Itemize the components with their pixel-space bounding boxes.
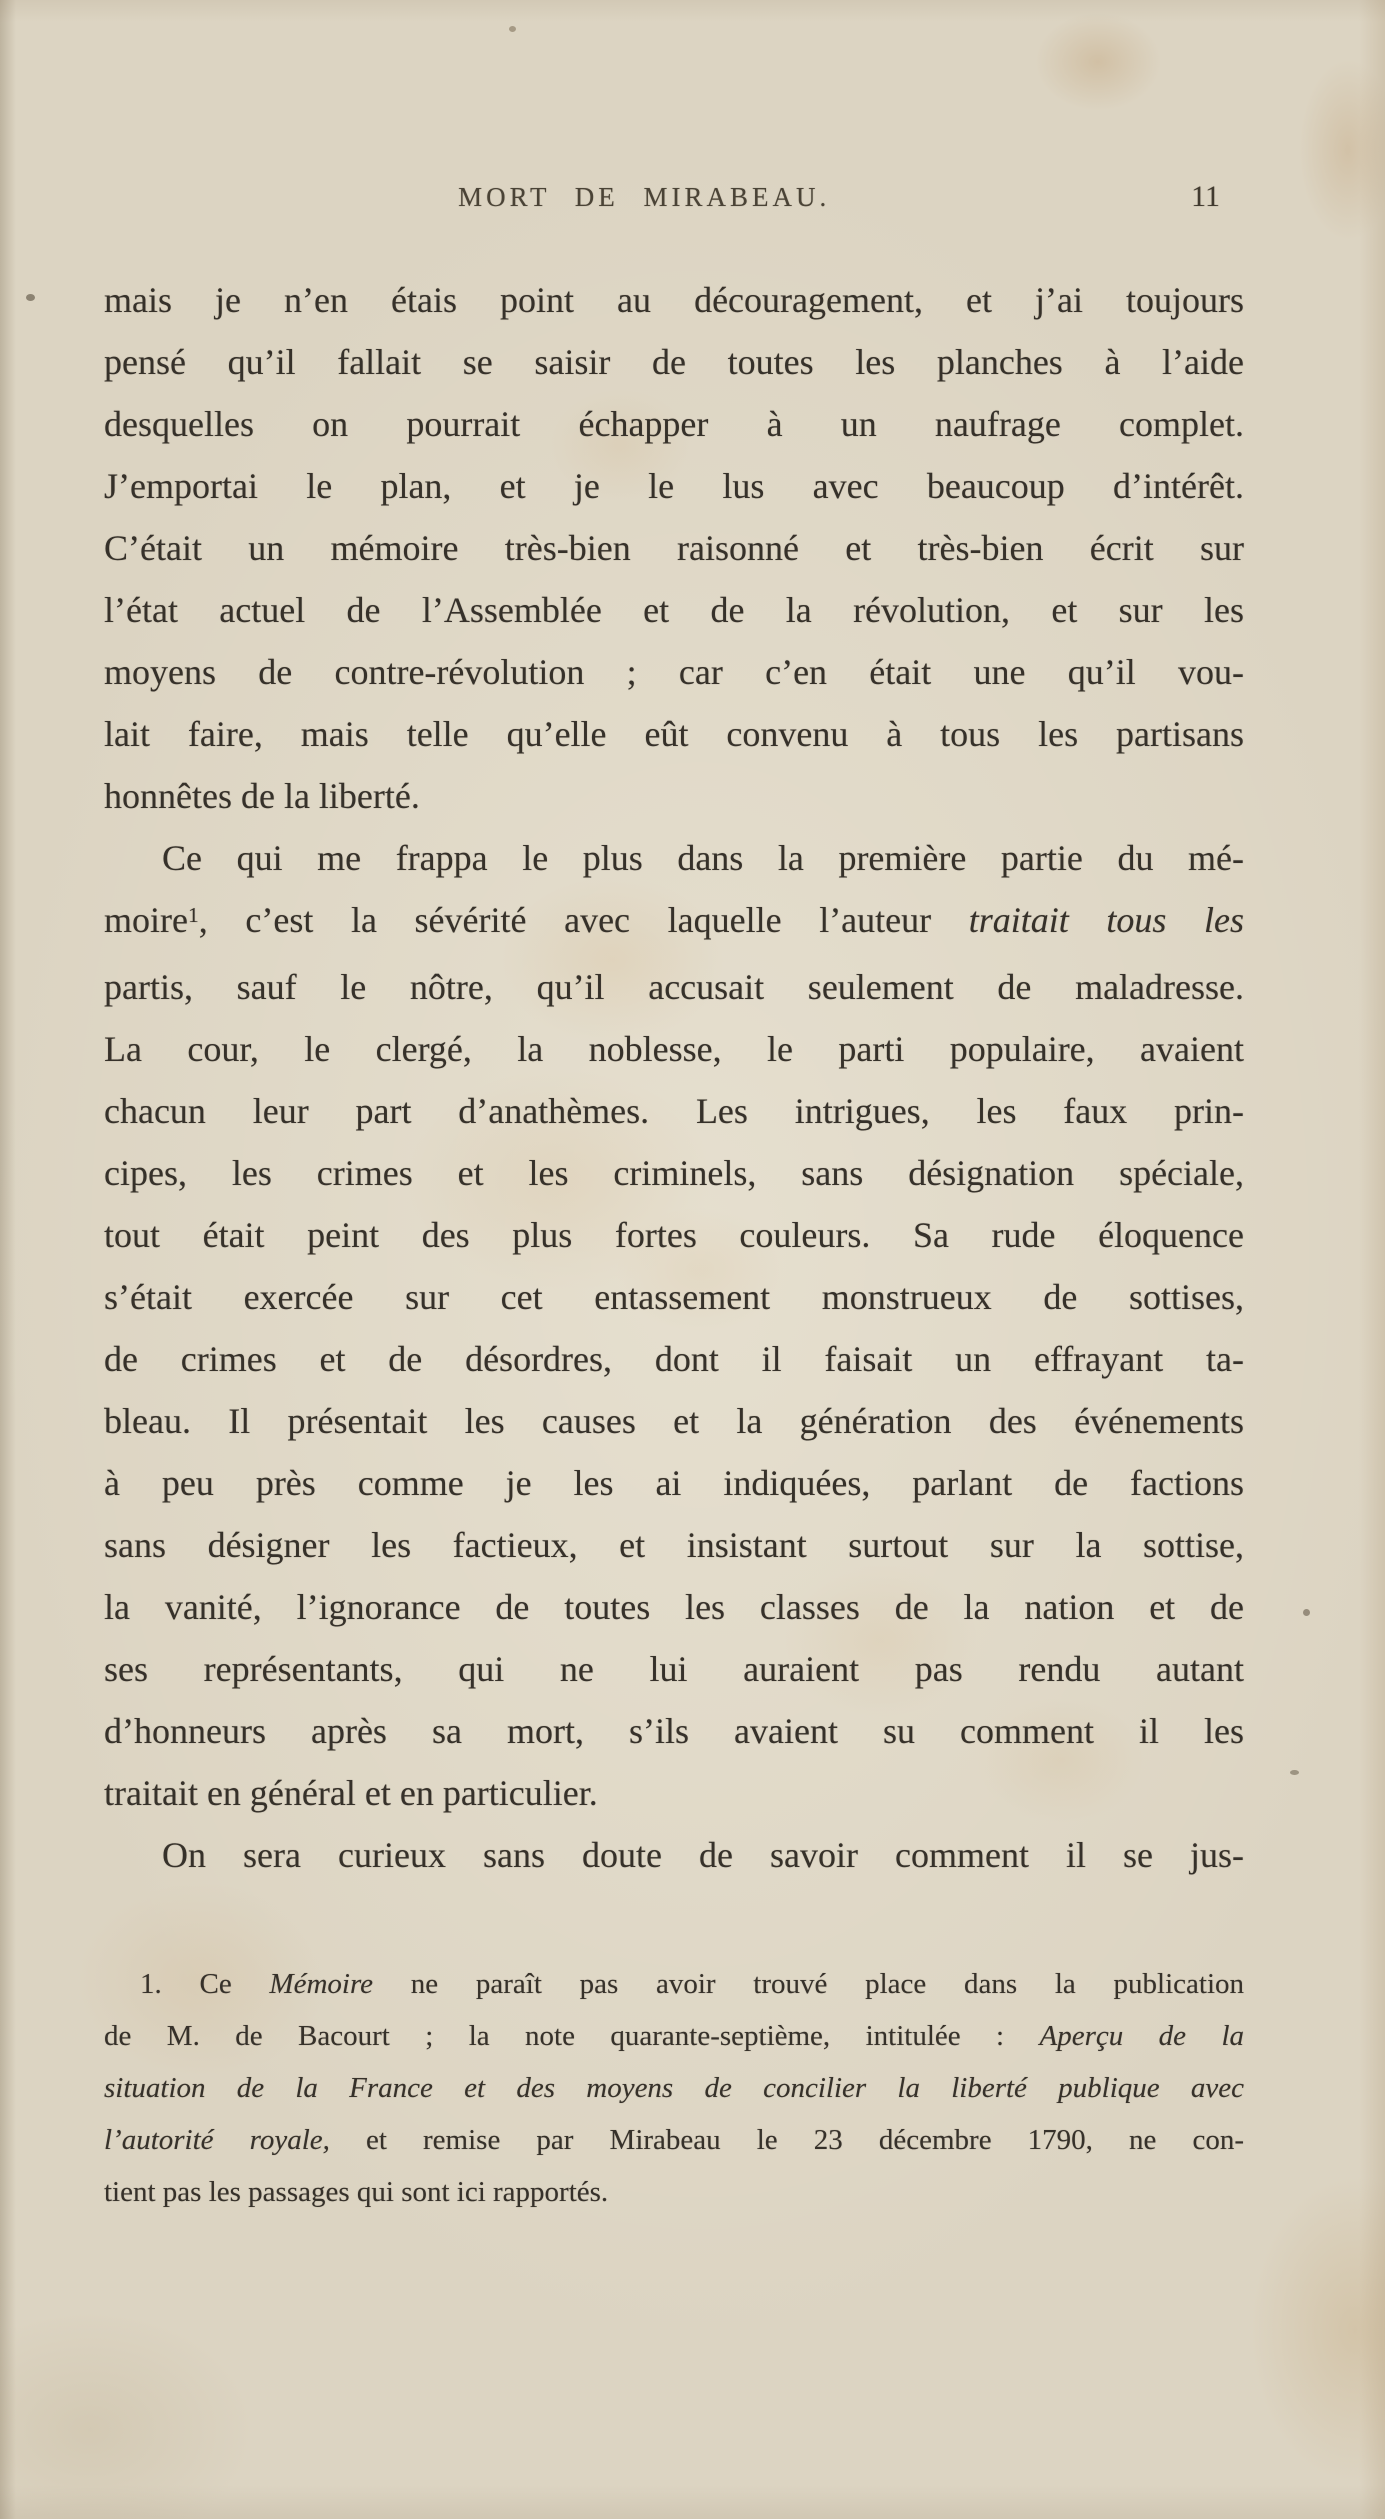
text-line [104, 331, 1244, 393]
text-segment: tout était peint des plus fortes couleurs. Sa rude éloquence [104, 1215, 1244, 1255]
text-segment: ses représentants, qui ne lui auraient pas rendu autant [104, 1649, 1244, 1689]
text-segment: partis, sauf le nôtre, qu’il accusait seulement de maladresse. [104, 967, 1244, 1007]
text-segment: situation de la France et des moyens de concilier la liberté publique avec [104, 2072, 1244, 2104]
text-line [104, 1958, 1244, 2010]
text-segment: mais je n’en étais point au découragement, et j’ai toujours [104, 280, 1244, 320]
text-segment: La cour, le clergé, la noblesse, le parti populaire, avaient [104, 1029, 1244, 1069]
text-segment: moire [104, 900, 188, 940]
text-line [104, 889, 1244, 956]
text-line [104, 703, 1244, 765]
text-segment: d’honneurs après sa mort, s’ils avaient su comment il les [104, 1711, 1244, 1751]
text-segment: pensé qu’il fallait se saisir de toutes les planches à l’aide [104, 342, 1244, 382]
text-segment: , c’est la sévérité avec laquelle l’auteur [198, 900, 969, 940]
text-segment: lait faire, mais telle qu’elle eût convenu à tous les partisans [104, 714, 1244, 754]
text-line [104, 269, 1244, 331]
text-line [104, 1204, 1244, 1266]
ink-speck [1290, 1770, 1299, 1775]
text-line [104, 827, 1244, 889]
body-text [104, 269, 1244, 1886]
text-line [104, 1638, 1244, 1700]
text-line [104, 1762, 1244, 1824]
text-line [104, 1514, 1244, 1576]
text-line [104, 1824, 1244, 1886]
text-line [104, 2062, 1244, 2114]
ink-speck [26, 294, 35, 301]
text-line [104, 765, 1244, 827]
text-segment: C’était un mémoire très-bien raisonné et très-bien écrit sur [104, 528, 1244, 568]
text-segment: traitait tous les [968, 900, 1244, 940]
text-segment: de M. de Bacourt ; la note quarante-septième, intitulée : [104, 2020, 1040, 2052]
footnote [104, 1958, 1244, 2218]
text-line [104, 579, 1244, 641]
text-segment: l’état actuel de l’Assemblée et de la révolution, et sur les [104, 590, 1244, 630]
text-line [104, 2166, 1244, 2218]
text-line [104, 455, 1244, 517]
text-segment: Ce qui me frappa le plus dans la première partie du mé- [162, 838, 1244, 878]
text-segment: traitait en général et en particulier. [104, 1773, 598, 1813]
text-segment: à peu près comme je les ai indiquées, parlant de factions [104, 1463, 1244, 1503]
text-line [104, 2114, 1244, 2166]
text-line [104, 393, 1244, 455]
text-line [104, 1142, 1244, 1204]
text-line [104, 1018, 1244, 1080]
text-line [104, 1328, 1244, 1390]
ink-speck [1303, 1609, 1310, 1616]
ink-speck [509, 26, 516, 32]
text-segment: honnêtes de la liberté. [104, 776, 420, 816]
text-line [104, 1452, 1244, 1514]
page-number: 11 [1191, 180, 1220, 213]
text-segment: Mémoire [269, 1968, 374, 2000]
text-line [104, 517, 1244, 579]
footnote-reference: 1 [187, 902, 199, 927]
text-segment: 1. Ce [140, 1968, 270, 2000]
text-segment: ne paraît pas avoir trouvé place dans la publication [373, 1968, 1244, 2000]
text-line [104, 641, 1244, 703]
text-segment: desquelles on pourrait échapper à un naufrage complet. [104, 404, 1244, 444]
text-segment: l’autorité royale, [104, 2124, 330, 2156]
text-segment: moyens de contre-révolution ; car c’en était une qu’il vou- [104, 652, 1244, 692]
text-segment: bleau. Il présentait les causes et la génération des événements [104, 1401, 1244, 1441]
running-header [104, 182, 1244, 234]
text-line [104, 1080, 1244, 1142]
text-segment: s’était exercée sur cet entassement monstrueux de sottises, [104, 1277, 1244, 1317]
text-segment: On sera curieux sans doute de savoir comment il se jus- [162, 1835, 1244, 1875]
text-line [104, 2010, 1244, 2062]
text-segment: chacun leur part d’anathèmes. Les intrigues, les faux prin- [104, 1091, 1244, 1131]
text-line [104, 1700, 1244, 1762]
text-segment: et remise par Mirabeau le 23 décembre 1790, ne con- [329, 2124, 1244, 2156]
text-segment: tient pas les passages qui sont ici rapportés. [104, 2176, 609, 2208]
text-segment: de crimes et de désordres, dont il faisait un effrayant ta- [104, 1339, 1244, 1379]
text-line [104, 1576, 1244, 1638]
text-segment: J’emportai le plan, et je le lus avec beaucoup d’intérêt. [104, 466, 1244, 506]
text-segment: la vanité, l’ignorance de toutes les classes de la nation et de [104, 1587, 1244, 1627]
page-title: MORT DE MIRABEAU. [458, 182, 831, 212]
text-segment: cipes, les crimes et les criminels, sans désignation spéciale, [104, 1153, 1244, 1193]
text-line [104, 956, 1244, 1018]
text-line [104, 1266, 1244, 1328]
text-line [104, 1390, 1244, 1452]
text-segment: Aperçu de la [1039, 2020, 1245, 2052]
text-segment: sans désigner les factieux, et insistant surtout sur la sottise, [104, 1525, 1244, 1565]
